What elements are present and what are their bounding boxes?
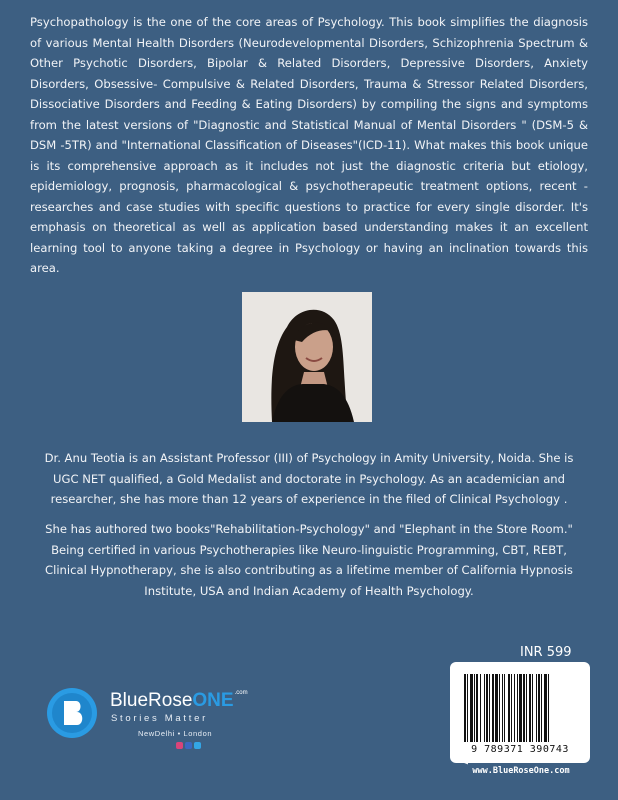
barcode-bar — [474, 674, 475, 742]
barcode-bar — [480, 674, 481, 742]
barcode-bars — [462, 674, 578, 744]
author-bio-paragraph-1: Dr. Anu Teotia is an Assistant Professor (III) of Psychology in Amity University, Noida. She is UGC NET qualified, a Gold Medalist and doctorate in Psychology. As an academician and researcher, she has more than 12 years of experience in the filed of Clinical Psychology . — [44, 451, 574, 506]
book-description: Psychopathology is the one of the core areas of Psychology. This book simplifies the diagnosis of various Mental Health Disorders (Neurodevelopmental Disorders, Schizophrenia Spectrum & Other Psychotic Disorders, Bipolar & Related Disorders, Depressive Disorders, Anxiety Disorders, Obsessive- Compulsive & Related Disorders, Trauma & Stressor Related Disorders, Dissociative Disorders and Feeding & Eating Disorders) by compiling the signs and symptoms from the latest versions of "Diagnostic and Statistical Manual of Mental Disorders " (DSM-5 & DSM -5TR) and "International Classification of Diseases"(ICD-11). What makes this book unique is its comprehensive approach as it includes not just the diagnostic criteria but etiology, epidemiology, prognosis, pharmacological & psychotherapeutic treatment options, recent -researches and case studies with specific questions to practice for every single disorder. It's emphasis on theoretical as well as application based understanding makes it an excellent learning tool to anyone taking a degree in Psychology or having an inclination towards this area. — [30, 15, 588, 275]
publisher-cities: NewDelhi • London — [138, 729, 213, 738]
barcode-bar — [464, 674, 466, 742]
barcode-bar — [544, 674, 547, 742]
barcode-bar — [548, 674, 549, 742]
barcode-bar — [517, 674, 518, 742]
publisher-logo-icon — [46, 687, 98, 739]
barcode-bar — [484, 674, 485, 742]
barcode-bar — [529, 674, 531, 742]
publisher-tagline: Stories Matter — [111, 713, 208, 724]
social-icons — [176, 742, 201, 749]
barcode-bar — [532, 674, 533, 742]
barcode-bar — [508, 674, 510, 742]
barcode-bar — [486, 674, 488, 742]
barcode-bar — [514, 674, 515, 742]
barcode-bar — [467, 674, 468, 742]
barcode-bar — [470, 674, 473, 742]
facebook-icon — [185, 742, 192, 749]
publisher-name — [110, 690, 248, 712]
barcode-bar — [502, 674, 503, 742]
barcode-bar — [504, 674, 505, 742]
instagram-icon — [176, 742, 183, 749]
barcode-bar — [492, 674, 494, 742]
barcode-bar — [536, 674, 537, 742]
barcode-bar — [499, 674, 500, 742]
price-label: INR 599 — [520, 645, 572, 660]
author-bio-paragraph-2: She has authored two books"Rehabilitation-Psychology" and "Elephant in the Store Room." Being certified in various Psychotherapies like Neuro-linguistic Programming, CBT, REBT, Clinical Hypnotherapy, she is also contributing as a lifetime member of California Hypnosis Institute, USA and Indian Academy of Health Psychology. — [45, 522, 573, 598]
barcode-bar — [523, 674, 525, 742]
barcode-bar — [526, 674, 527, 742]
isbn-number: 9 789371 390743 — [471, 744, 569, 755]
publisher-website: www.BlueRoseOne.com — [472, 766, 570, 776]
twitter-icon — [194, 742, 201, 749]
author-photo — [242, 292, 372, 422]
barcode — [450, 662, 590, 763]
publisher-domain-suffix: .com — [234, 690, 248, 696]
barcode-bar — [489, 674, 490, 742]
barcode-bar — [538, 674, 540, 742]
publisher-name-part1: BlueRose — [110, 690, 193, 711]
barcode-bar — [476, 674, 478, 742]
publisher-name-part2: ONE — [192, 690, 234, 711]
barcode-bar — [541, 674, 542, 742]
barcode-bar — [519, 674, 522, 742]
barcode-bar — [511, 674, 512, 742]
barcode-bar — [495, 674, 498, 742]
